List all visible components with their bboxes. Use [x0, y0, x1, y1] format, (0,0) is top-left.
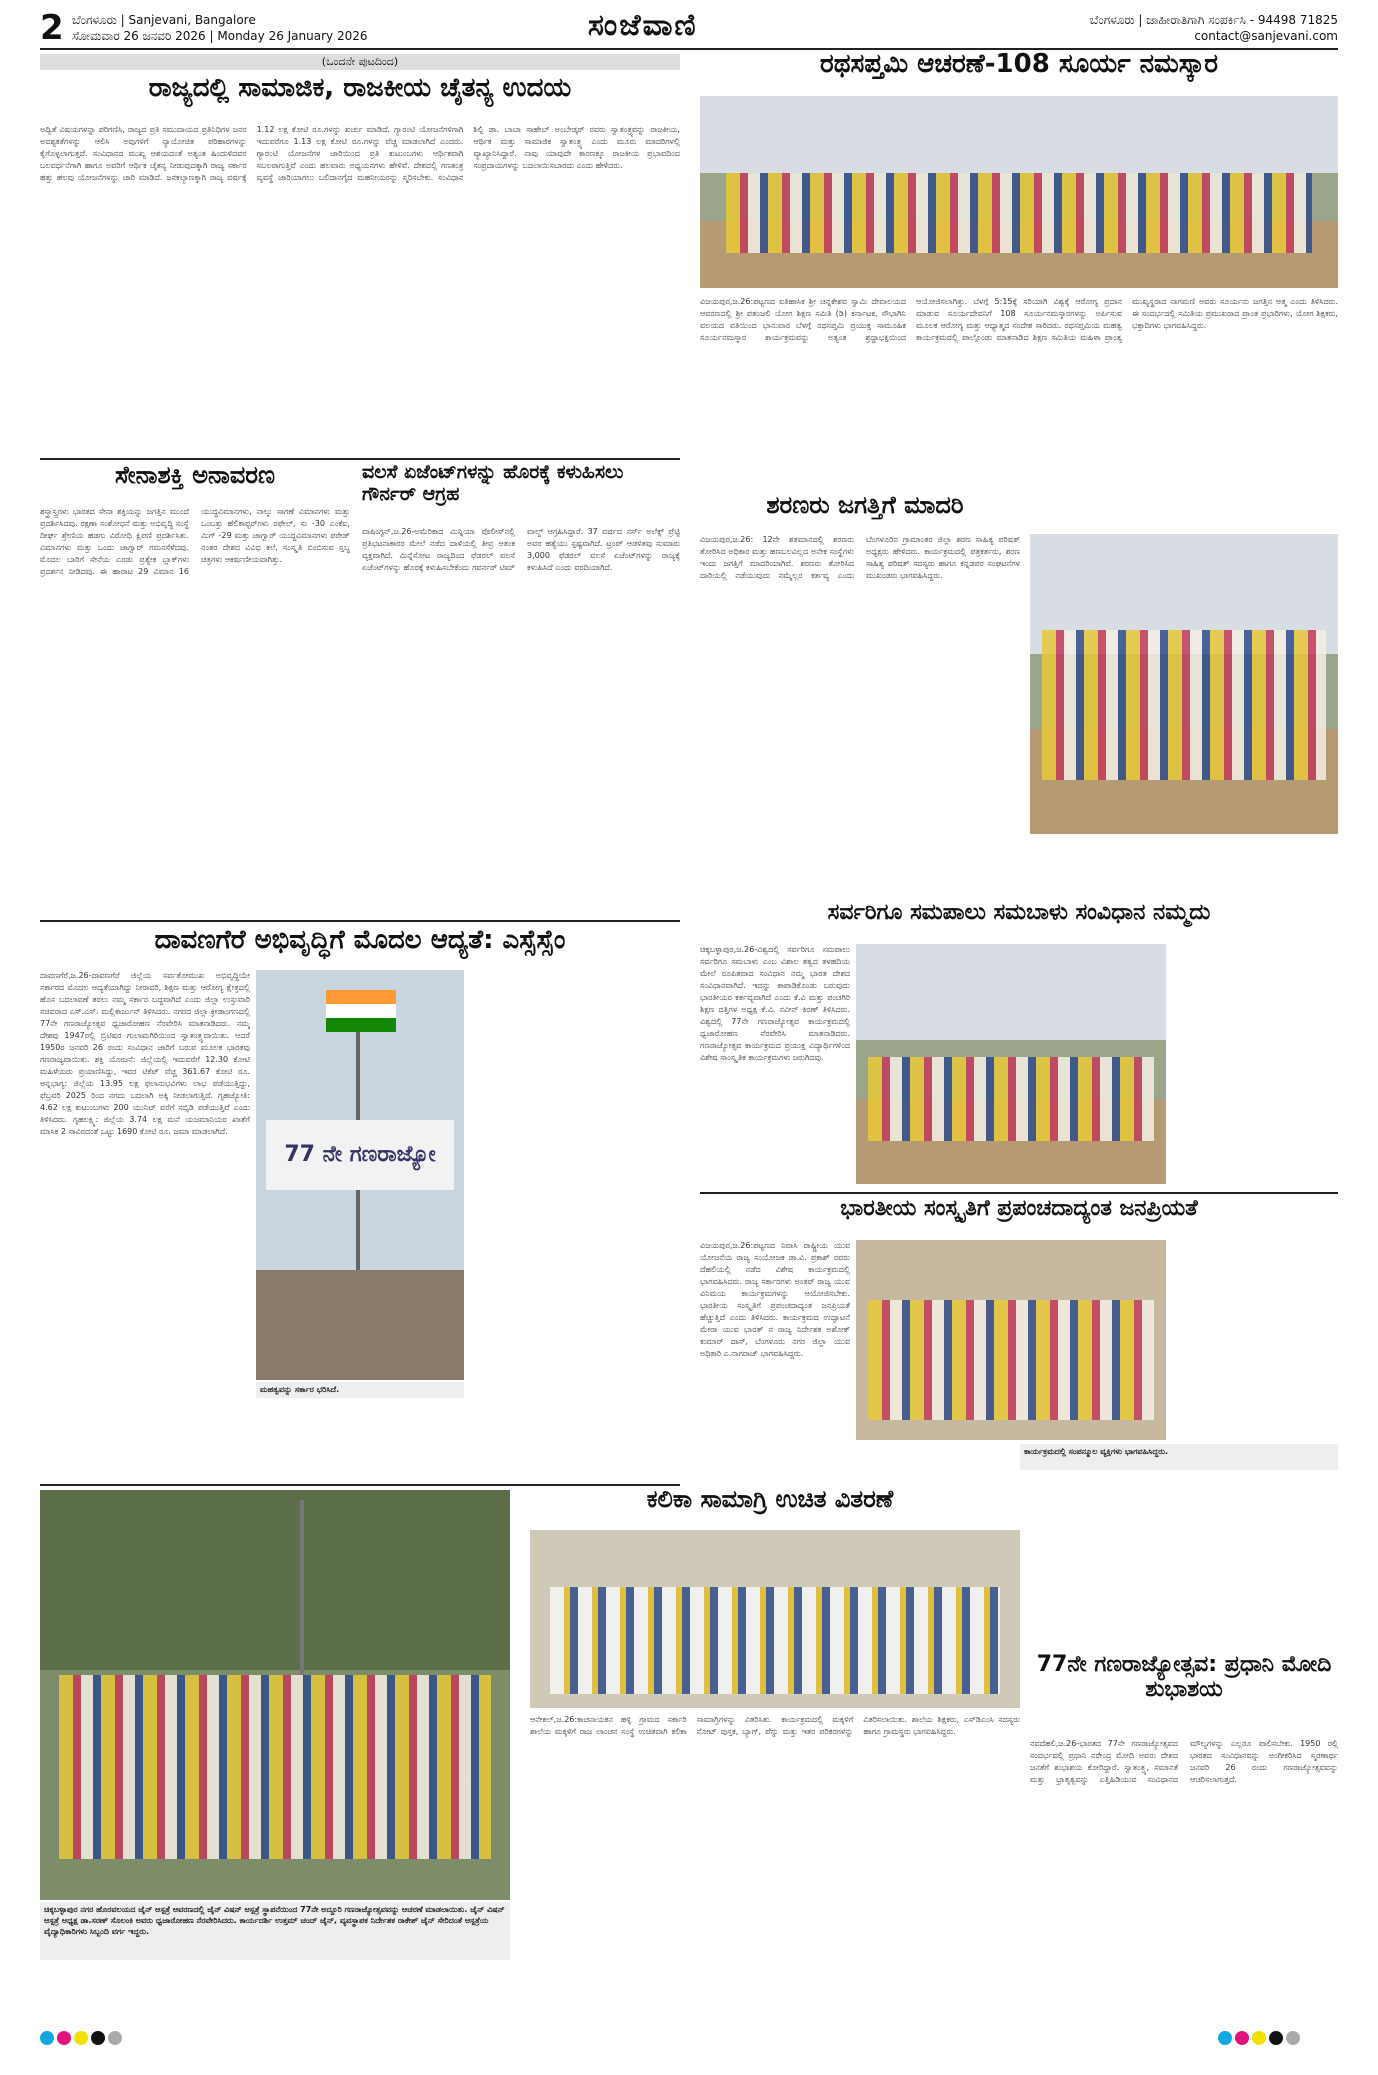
headline-a6: ದಾವಣಗೆರೆ ಅಭಿವೃದ್ಧಿಗೆ ಮೊದಲ ಆದ್ಯತೆ: ಎಸ್ಸೆಸ್ಸೆಂ: [154, 925, 566, 955]
bottom-photo-caption: ಚಿಕ್ಕಬಳ್ಳಾಪುರ ನಗರ ಹೊರವಲಯದ ಜೈನ್ ಆಸ್ಪತ್ರೆ ಆವರಣದಲ್ಲಿ ಜೈನ್ ವಿಷನ್ ಆಸ್ಪತ್ರೆ ಸ್ಥಾಪನೆಯಿಂದ 77ನೇ ಅದ್ದೂರಿ ಗಣರಾಜ್ಯೋತ್ಸವವನ್ನು ಆಚರಣೆ ಮಾಡಲಾಯಿತು. ಜೈನ್ ವಿಷನ್ ಆಸ್ಪತ್ರೆ ಅಧ್ಯಕ್ಷ ಡಾ.ಸರಣ್ ಸೊಲಂಕಿ ಅವರು ಧ್ವಜಾರೋಹಣ ನೆರವೇರಿಸಿದರು. ಕಾರ್ಯದರ್ಶಿ ಉತ್ತಮ್ ಚಂದ್ ಜೈನ್, ವ್ಯವಸ್ಥಾಪಕ ನಿರ್ದೇಶಕ ರಾಕೇಶ್ ಜೈನ್ ಸೇರಿದಂತೆ ಆಸ್ಪತ್ರೆಯ ವೈದ್ಯಾಧಿಕಾರಿಗಳು ಸಿಬ್ಬಂದಿ ವರ್ಗ ಇದ್ದರು.: [40, 1902, 510, 1960]
headline-a1: ರಾಜ್ಯದಲ್ಲಿ ಸಾಮಾಜಿಕ, ರಾಜಕೀಯ ಚೈತನ್ಯ ಉದಯ: [148, 73, 572, 103]
flag-white: [326, 1004, 396, 1018]
header-date-en: Monday 26 January 2026: [217, 29, 368, 43]
color-registration-right: [1218, 2030, 1348, 2050]
header-right-info: ಬೆಂಗಳೂರು | ಜಾಹೀರಾತಿಗಾಗಿ ಸಂಪರ್ಕಿಸಿ - 94498 71825 contact@sanjevani.com: [1089, 13, 1338, 43]
color-registration-left: [40, 2030, 170, 2050]
masthead-logo: ಸಂಜೆವಾಣಿ: [588, 8, 698, 43]
photo-hospital-celebration: [40, 1490, 510, 1900]
divider: [40, 458, 680, 460]
stage-area: [256, 1270, 464, 1380]
header-email[interactable]: contact@sanjevani.com: [1194, 29, 1338, 43]
article-a4-body: ವಾಷಿಂಗ್ಟನ್,ಜ.26-ಅಮೆರಿಕಾದ ಮಿನ್ನಿಯಾ ಪೊಲೀಸ್‌ನಲ್ಲಿ ಪ್ರತಿಭಟನಾಕಾರರ ಮೇಲೆ ನಡೆದ ದಾಳಿಯಲ್ಲಿ ತೀವ್ರ ಆತಂಕ ವ್ಯಕ್ತವಾಗಿದೆ. ಮಿನ್ನೆಸೋಟ ರಾಜ್ಯದಿಂದ ಫೆಡರಲ್ ವಲಸೆ ಏಜೆಂಟ್‌ಗಳನ್ನು ಹೊರಕ್ಕೆ ಕಳುಹಿಸಬೇಕೆಂದು ಗವರ್ನರ್ ಟಿಮ್ ವಾಲ್ಜ್ ಆಗ್ರಹಿಸಿದ್ದಾರೆ. 37 ವರ್ಷದ ನರ್ಸ್ ಅಲೆಕ್ಸ್ ಪ್ರೆಟ್ಟಿ ಅವರ ಹತ್ಯೆಯು ಸ್ಪಷ್ಟವಾಗಿದೆ. ಟ್ರಂಪ್ ಆಡಳಿತವು ಸುಮಾರು 3,000 ಫೆಡರಲ್ ವಲಸೆ ಏಜೆಂಟ್‌ಗಳನ್ನು ರಾಜ್ಯಕ್ಕೆ ಕಳುಹಿಸಿದೆ ಎಂದು ವರದಿಯಾಗಿದೆ.: [362, 527, 680, 572]
cyan-dot: [1218, 2031, 1232, 2045]
cyan-dot: [40, 2031, 54, 2045]
article-a7-body: ಚಿಕ್ಕಬಳ್ಳಾಪುರ,ಜ.26-ವಿಶ್ವದಲ್ಲಿ ಸರ್ವರಿಗೂ ಸಮಪಾಲು ಸರ್ವರಿಗೂ ಸಮಬಾಳು ಎಂಬ ವಿಶಾಲ ತತ್ವದ ತಳಹದಿಯ ಮೇಲೆ ರೂಪಿತವಾದ ಸಂವಿಧಾನ ನಮ್ಮ ಭಾರತ ದೇಶದ ಸಂವಿಧಾನವಾಗಿದೆ. ಇದನ್ನು ಕಾಪಾಡಿಕೊಂಡು ಬರುವುದು ಭಾರತೀಯರ ಕರ್ತವ್ಯವಾಗಿದೆ ಎಂದು ಕೆ.ವಿ ಮತ್ತು ಪಂಚಗಿರಿ ಶಿಕ್ಷಣ ದತ್ತಿಗಳ ಅಧ್ಯಕ್ಷ ಕೆ.ವಿ. ನವೀನ್ ಕಿರಣ್ ತಿಳಿಸಿದರು. ವಿಶ್ವದಲ್ಲಿ 77ನೇ ಗಣರಾಜ್ಯೋತ್ಸವ ಕಾರ್ಯಕ್ರಮದಲ್ಲಿ ಧ್ವಜಾರೋಹಣ ನೆರವೇರಿಸಿ ಮಾತನಾಡಿದರು. ಗಣರಾಜ್ಯೋತ್ಸವ ಕಾರ್ಯಕ್ರಮದ ಪ್ರಯುಕ್ತ ವಿದ್ಯಾರ್ಥಿಗಳಿಂದ ವಿಶೇಷ ಸಾಂಸ್ಕೃತಿಕ ಕಾರ್ಯಕ್ರಮಗಳು ಜರುಗಿದವು.: [700, 945, 850, 1062]
headline-a9: ಕಲಿಕಾ ಸಾಮಾಗ್ರಿ ಉಚಿತ ವಿತರಣೆ: [646, 1485, 894, 1513]
photo-culture-event: [856, 1240, 1166, 1440]
page-number: 2: [40, 8, 64, 48]
photo-culture-caption: ಕಾರ್ಯಕ್ರಮದಲ್ಲಿ ಸಂಪನ್ಮೂಲ ವ್ಯಕ್ತಿಗಳು ಭಾಗವಹಿಸಿದ್ದರು.: [1020, 1444, 1338, 1470]
photo-sharana-event: [1030, 534, 1338, 834]
headline-a7: ಸರ್ವರಿಗೂ ಸಮಪಾಲು ಸಮಬಾಳು ಸಂವಿಧಾನ ನಮ್ಮದು: [827, 900, 1211, 925]
photo-flag-caption: ಮಹತ್ವವನ್ನು ಸರ್ಕಾರ ಭರಿಸಿದೆ.: [256, 1382, 464, 1398]
flag-saffron: [326, 990, 396, 1004]
yellow-dot: [1252, 2031, 1266, 2045]
photo-school-event: [856, 944, 1166, 1184]
header-ad-contact: ಜಾಹೀರಾತಿಗಾಗಿ ಸಂಪರ್ಕಿಸಿ - 94498 71825: [1146, 13, 1338, 27]
magenta-dot: [1235, 2031, 1249, 2045]
headline-a2: ರಥಸಪ್ತಮಿ ಆಚರಣೆ-108 ಸೂರ್ಯ ನಮಸ್ಕಾರ: [819, 49, 1218, 79]
header-city-left: ಬೆಂಗಳೂರು: [72, 13, 117, 27]
headline-a8: ಭಾರತೀಯ ಸಂಸ್ಕೃತಿಗೆ ಪ್ರಪಂಚದಾದ್ಯಂತ ಜನಪ್ರಿಯತೆ: [840, 1196, 1198, 1221]
divider: [40, 920, 680, 922]
article-a9-body: ಆನೇಕಲ್,ಜ.26:ಕಾಚನಾಯಕನ ಹಳ್ಳಿ ಗ್ರಾಮದ ಸರ್ಕಾರಿ ಶಾಲೆಯ ಮಕ್ಕಳಿಗೆ ರಾಜ ಲಾಂಚನ ಸಂಸ್ಥೆ ಉಚಿತವಾಗಿ ಕಲಿಕಾ ಸಾಮಾಗ್ರಿಗಳನ್ನು ವಿತರಿಸಿತು. ಕಾರ್ಯಕ್ರಮದಲ್ಲಿ ಮಕ್ಕಳಿಗೆ ನೋಟ್ ಪುಸ್ತಕ, ಬ್ಯಾಗ್, ಪೆನ್ನು ಮತ್ತು ಇತರ ಪರಿಕರಗಳನ್ನು ವಿತರಿಸಲಾಯಿತು. ಶಾಲೆಯ ಶಿಕ್ಷಕರು, ಎಸ್‌ಡಿಎಂಸಿ ಸದಸ್ಯರು ಹಾಗೂ ಗ್ರಾಮಸ್ಥರು ಭಾಗವಹಿಸಿದ್ದರು.: [530, 1715, 1020, 1736]
headline-a10: 77ನೇ ಗಣರಾಜ್ಯೋತ್ಸವ: ಪ್ರಧಾನಿ ಮೋದಿ ಶುಭಾಶಯ: [1036, 1652, 1332, 1703]
black-dot: [91, 2031, 105, 2045]
article-a8-body-right: [1172, 1240, 1338, 1440]
magenta-dot: [57, 2031, 71, 2045]
header-edition: Sanjevani, Bangalore: [128, 13, 256, 27]
header-city-right: ಬೆಂಗಳೂರು: [1089, 13, 1135, 27]
headline-a5: ಶರಣರು ಜಗತ್ತಿಗೆ ಮಾದರಿ: [766, 491, 964, 519]
article-a1-body: ಅದ್ವಿತೆ ವಿಷಯಗಳನ್ನಾ ಪರಿಗಣಿಸಿ, ರಾಜ್ಯದ ಪ್ರತಿ ಸಮುದಾಯದ ಪ್ರತಿನಿಧಿಗಳ ಜನರ ಅವಶ್ಯಕತೆಗಳನ್ನು ಆಲಿಸಿ ಅವುಗಳಿಗೆ ನ್ಯಾಯೋಚಿತ ಪರಿಹಾರಗಳನ್ನು ಕೈಗೊಳ್ಳಲಾಗುತ್ತದೆ. ಸಂವಿಧಾನದ ಮುಖ್ಯ ಆಶಯದಂತೆ ಅತ್ಯಂತ ಹಿಂದುಳಿದವರ ಬಲವರ್ಧನೆಗಾಗಿ ಹಾಗೂ ಅವರಿಗೆ ಆರ್ಥಿಕ ಚೈತನ್ಯ ನೀಡುವುದಕ್ಕಾಗಿ ರಾಜ್ಯ ಸರ್ಕಾರ ಹತ್ತು ಹಲವು ಯೋಜನೆಗಳನ್ನು ಜಾರಿ ಮಾಡಿದೆ. ಜನಕಲ್ಯಾಣಕ್ಕಾಗಿ ರಾಜ್ಯ ವರ್ಷಕ್ಕೆ 1.12 ಲಕ್ಷ ಕೋಟಿ ರೂ.ಗಳನ್ನು ಖರ್ಚು ಮಾಡಿದೆ. ಗ್ಯಾರಂಟಿ ಯೋಜನೆಗಳಿಗಾಗಿ ಇದುವರೆಗೂ 1.13 ಲಕ್ಷ ಕೋಟಿ ರೂ.ಗಳನ್ನು ವೆಚ್ಚ ಮಾಡಲಾಗಿದೆ ಎಂದರು. ಗ್ಯಾರಂಟಿ ಯೋಜನೆಗಳ ಜಾರಿಯಿಂದ ಪ್ರತಿ ಕುಟುಂಬಗಳು ಆರ್ಥಿಕವಾಗಿ ಸಬಲರಾಗುತ್ತಿವೆ ಎಂದು ಹಲವಾರು ಅಧ್ಯಯನಗಳು ಹೇಳಿವೆ. ದೇಶದಲ್ಲಿ ಗಣತಂತ್ರ ವ್ಯವಸ್ಥೆ ಜಾರಿಯಾಗಲು ಬಲಿದಾನಗೈದ ಮಹನೀಯರನ್ನು ಸ್ಮರಿಸಬೇಕು. ಸಂವಿಧಾನ ಶಿಲ್ಪಿ ಡಾ. ಬಾಬಾ ಸಾಹೇಬ್ ಅಂಬೇಡ್ಕರ್ ರವರು ಸ್ವಾತಂತ್ರ್ಯವನ್ನು ರಾಜಕೀಯ, ಆರ್ಥಿಕ ಮತ್ತು ಸಾಮಾಜಿಕ ಸ್ವಾತಂತ್ರ್ಯ ಎಂದು ಮೂರು ಮಾದರಿಗಳಲ್ಲಿ ವ್ಯಾಖ್ಯಾನಿಸಿದ್ದಾರೆ. ನಾವು ಯಾವುದೇ ಕಾರಣಕ್ಕೂ ರಾಜಕೀಯ ಪ್ರಭಾವದಿಂದ ಸಂಪ್ರದಾಯಗಳನ್ನು ಬದಲಾಯಿಸಬಾರದು ಎಂದು ಹೇಳಿದರು.: [40, 125, 680, 182]
gray-dot: [1286, 2031, 1300, 2045]
header-date-kn: ಸೋಮವಾರ 26 ಜನವರಿ 2026: [72, 29, 206, 43]
page-header: [40, 8, 1338, 50]
divider: [700, 1192, 1338, 1194]
article-a2-body: ವಿಜಯಪುರ,ಜ.26:ಪಟ್ಟಣದ ಐತಿಹಾಸಿಕ ಶ್ರೀ ಚನ್ನಕೇಶವ ಸ್ವಾಮಿ ದೇವಾಲಯದ ಆವರಣದಲ್ಲಿ ಶ್ರೀ ಪತಂಜಲಿ ಯೋಗ ಶಿಕ್ಷಣ ಸಮಿತಿ (ಡಿ) ಕರ್ನಾಟಕ, ಸೌಭಾಗಿನಿ ವಲಯದ ವತಿಯಿಂದ ಭಾನುವಾರ ಬೆಳಗ್ಗೆ ರಥಸಪ್ತಮಿ ಪ್ರಯುಕ್ತ ಸಾಮೂಹಿಕ ಸೂರ್ಯನಮಸ್ಕಾರ ಕಾರ್ಯಕ್ರಮವನ್ನು ಅತ್ಯಂತ ಶ್ರದ್ಧಾಭಕ್ತಿಯಿಂದ ಆಯೋಜಿಸಲಾಗಿತ್ತು. ಬೆಳಗ್ಗೆ 5:15ಕ್ಕೆ ಸರಿಯಾಗಿ ವಿಶ್ವಕ್ಕೆ ಆರೋಗ್ಯ ಪ್ರದಾನ ಮಾಡುವ ಸೂರ್ಯದೇವನಿಗೆ 108 ಸೂರ್ಯನಮಸ್ಕಾರಗಳನ್ನು ಅರ್ಪಿಸುವ ಮೂಲಕ ಆರೋಗ್ಯ ಮತ್ತು ಆಧ್ಯಾತ್ಮದ ಸಂದೇಶ ಸಾರಿದರು. ರಥಸಪ್ತಮಿಯ ಮಹತ್ವ ಕಾರ್ಯಕ್ರಮದಲ್ಲಿ ಪಾಲ್ಗೊಂಡು ಮಾತನಾಡಿದ ಶಿಕ್ಷಣ ಸಮಿತಿಯ ಮಹಿಳಾ ಪ್ರಾಂತ್ಯ ಮುಖ್ಯಸ್ಥರಾದ ನಾಗಮಣಿ ಅವರು ಸೂರ್ಯನು ಜಗತ್ತಿನ ಆತ್ಮ ಎಂದು ತಿಳಿಸಿದರು. ಈ ಸಂದರ್ಭದಲ್ಲಿ ಸಮಿತಿಯ ಪ್ರಮುಖರಾದ ಪ್ರಾಂತ ಪ್ರಭಾರಿಗಳು, ಯೋಗ ಶಿಕ್ಷಕರು, ಭಕ್ತಾದಿಗಳು ಭಾಗವಹಿಸಿದ್ದರು.: [700, 297, 1338, 342]
article-a3-body: ಶಸ್ತ್ರಾಸ್ತ್ರಗಳು ಭಾರತದ ಸೇನಾ ಶಕ್ತಿಯನ್ನು ಜಗತ್ತಿನ ಮುಂದೆ ಪ್ರದರ್ಶಿಸಿದವು. ರಕ್ಷಣಾ ಸಂಶೋಧನೆ ಮತ್ತು ಅಭಿವೃದ್ಧಿ ಸಂಸ್ಥೆ ದೀರ್ಘ ಶ್ರೇಣಿಯ ಹಡಗು ವಿರೋಧಿ ಕ್ಷಿಪಣಿ ಪ್ರದರ್ಶಿಸಿತು. ವಿಮಾನಗಳು ಮತ್ತು ಒಂದು ಜಾಗ್ವಾರ್ ಗಮನಸೆಳೆದವು. ಮೊದಲ ಬಾರಿಗೆ ಸೇನೆಯ ಎರಡು ಪ್ರತ್ಯೇಕ ಬ್ಲಾಕ್‌ಗಳು ಪ್ರದರ್ಶನ ನೀಡಿದವು. ಈ ಹಾರಾಟ 29 ವಿಮಾನ 16 ಯುದ್ಧವಿಮಾನಗಳು, ನಾಲ್ಕು ಸಾಗಣೆ ವಿಮಾನಗಳು ಮತ್ತು ಒಂಬತ್ತು ಹೆಲಿಕಾಪ್ಟರ್‌ಗಳು ರಫೇಲ್, ಸು -30 ಎಂಕೆಐ, ಮಿಗ್ -29 ಮತ್ತು ಜಾಗ್ವಾರ್ ಯುದ್ಧವಿಮಾನಗಳು ಪರೇಡ್ ನಂತರ ದೇಶದ ವಿವಿಧ ಕಲೆ, ಸಂಸ್ಕೃತಿ ಬಿಂಬಿಸುವ ಸ್ತಬ್ಧ ಚಿತ್ರಗಳು ಆಕರ್ಷಣೀಯವಾಗಿತ್ತು.: [40, 507, 350, 576]
article-a5-caption: [700, 836, 1338, 896]
headline-a4: ವಲಸೆ ಏಜೆಂಟ್‌ಗಳನ್ನು ಹೊರಕ್ಕೆ ಕಳುಹಿಸಲು ಗೌರ್ನರ್ ಆಗ್ರಹ: [362, 461, 624, 505]
black-dot: [1269, 2031, 1283, 2045]
photo-school-kids: [530, 1530, 1020, 1708]
article-a5-body: ವಿಜಯಪುರ,ಜ.26: 12ನೇ ಶತಮಾನದಲ್ಲಿ ಶರಣರು ತೋರಿಸಿದ ಅಧಿಕಾರ ಮತ್ತು ಹಣಬಲವಿಲ್ಲದ ಅನೇಕ ಸಂಸ್ಥೆಗಳು ಇಂದು ಜಗತ್ತಿಗೆ ಮಾದರಿಯಾಗಿವೆ. ಶರಣರು ತೋರಿಸಿದ ದಾರಿಯಲ್ಲಿ ನಡೆಯುವುದು ನಮ್ಮೆಲ್ಲರ ಕರ್ತವ್ಯ ಎಂದು ಬೆಂಗಳೂರಿನ ಗ್ರಾಮಾಂತರ ಜಿಲ್ಲಾ ಶರಣ ಸಾಹಿತ್ಯ ಪರಿಷತ್ ಅಧ್ಯಕ್ಷರು ಹೇಳಿದರು. ಕಾರ್ಯಕ್ರಮದಲ್ಲಿ ಪತ್ರಕರ್ತರು, ಶರಣ ಸಾಹಿತ್ಯ ಪರಿಷತ್ ಸದಸ್ಯರು ಹಾಗೂ ಕನ್ನಡಪರ ಸಂಘಟನೆಗಳ ಮುಖಂಡರು ಭಾಗವಹಿಸಿದ್ದರು.: [700, 535, 1020, 580]
article-a8-continued: [1030, 1480, 1338, 1646]
article-a6-body-left: ದಾವಣಗೆರೆ,ಜ.26-ದಾವಣಗೆರೆ ಜಿಲ್ಲೆಯ ಸರ್ವತೋಮುಖ ಅಭಿವೃದ್ಧಿಯೇ ಸರ್ಕಾರದ ಮೊದಲ ಆದ್ಯತೆಯಾಗಿದ್ದು ನೀರಾವರಿ, ಶಿಕ್ಷಣ ಮತ್ತು ಆರೋಗ್ಯ ಕ್ಷೇತ್ರದಲ್ಲಿ ಹೊಸ ಬದಲಾವಣೆ ತರಲು ನಮ್ಮ ಸರ್ಕಾರ ಬದ್ಧವಾಗಿದೆ ಎಂದು ಜಿಲ್ಲಾ ಉಸ್ತುವಾರಿ ಸಚಿವರಾದ ಎಸ್.ಎಸ್. ಮಲ್ಲಿಕಾರ್ಜುನ್ ತಿಳಿಸಿದರು. ನಗರದ ಜಿಲ್ಲಾ ಕ್ರೀಡಾಂಗಣದಲ್ಲಿ 77ನೇ ಗಣರಾಜ್ಯೋತ್ಸವ ಧ್ವಜಾರೋಹಣ ನೆರವೇರಿಸಿ ಮಾತನಾಡಿದರು. ನಮ್ಮ ದೇಶವು 1947ರಲ್ಲಿ ಬ್ರಿಟಿಷರ ಗುಲಾಮಗಿರಿಯಿಂದ ಸ್ವಾತಂತ್ರ್ಯವಾಯಿತು. ಆದರೆ 1950ರ ಜನವರಿ 26 ರಂದು ಸಂವಿಧಾನ ಜಾರಿಗೆ ಬರುವ ಮೂಲಕ ಭಾರತವು ಗಣರಾಜ್ಯವಾಯಿತು. ಶಕ್ತಿ ಯೋಜನೆ: ಜಿಲ್ಲೆಯಲ್ಲಿ ಇದುವರೆಗೆ 12.30 ಕೋಟಿ ಮಹಿಳೆಯರು ಪ್ರಯಾಣಿಸಿದ್ದು, ಇವರ ಟಿಕೆಟ್ ವೆಚ್ಚ 361.67 ಕೋಟಿ ರೂ. ಅನ್ನಭಾಗ್ಯ: ಜಿಲ್ಲೆಯ 13.95 ಲಕ್ಷ ಫಲಾನುಭವಿಗಳು ಲಾಭ ಪಡೆಯುತ್ತಿದ್ದು, ಫೆಬ್ರವರಿ 2025 ರಿಂದ ನಗದು ಬದಲಾಗಿ ಅಕ್ಕಿ ನೀಡಲಾಗುತ್ತಿದೆ. ಗೃಹಜ್ಯೋತಿ: 4.62 ಲಕ್ಷ ಕುಟುಂಬಗಳು 200 ಯುನಿಟ್ ವರೆಗೆ ಸಬ್ಸಿಡಿ ಪಡೆಯುತ್ತಿವೆ ಎಂದು ತಿಳಿಸಿದರು. ಗೃಹಲಕ್ಷ್ಮಿ: ಜಿಲ್ಲೆಯ 3.74 ಲಕ್ಷ ಮನೆ ಯಜಮಾನಿಯರ ಖಾತೆಗೆ ಮಾಸಿಕ 2 ಸಾವಿರದಂತೆ ಒಟ್ಟು 1690 ಕೋಟಿ ರೂ. ಜಮಾ ಮಾಡಲಾಗಿದೆ.: [40, 971, 250, 1136]
article-a7-body-right: [1172, 944, 1338, 1184]
article-a6-body-right: [470, 970, 680, 1480]
photo-surya-namaskar: [700, 96, 1338, 288]
continued-label: (ಒಂದನೇ ಪುಟದಿಂದ): [40, 54, 680, 70]
article-a8-body: ವಿಜಯಪುರ,ಜ.26:ಪಟ್ಟಣದ ನಿವಾಸಿ ರಾಷ್ಟ್ರೀಯ ಯುವ ಯೋಜನೆಯ ರಾಜ್ಯ ಸಂಯೋಜಕ ಡಾ.ವಿ. ಪ್ರಕಾಶ್ ರವರು ದೆಹಲಿಯಲ್ಲಿ ನಡೆದ ವಿಶೇಷ ಕಾರ್ಯಕ್ರಮದಲ್ಲಿ ಭಾಗವಹಿಸಿದರು. ರಾಜ್ಯ ಸರ್ಕಾರಗಳು ಅಂತರ್ ರಾಜ್ಯ ಯುವ ವಿನಿಮಯ ಕಾರ್ಯಕ್ರಮಗಳನ್ನು ಆಯೋಜಿಸಬೇಕು. ಭಾರತೀಯ ಸಂಸ್ಕೃತಿಗೆ ಪ್ರಪಂಚದಾದ್ಯಂತ ಜನಪ್ರಿಯತೆ ಹೆಚ್ಚುತ್ತಿದೆ ಎಂದು ತಿಳಿಸಿದರು. ಕಾರ್ಯಕ್ರಮದ ಉದ್ಘಾಟನೆ ಮೇರಾ ಯುವ ಭಾರತ್ ನ ರಾಜ್ಯ ನಿರ್ದೇಶಕ ಅಶೋಕ್ ಕುಮಾರ್ ದಾಸ್, ಬೆಂಗಳೂರು ನಗರ ಜಿಲ್ಲಾ ಯುವ ಅಧಿಕಾರಿ ಎ.ನಾಗರಾಜ್ ಭಾಗವಹಿಸಿದ್ದರು.: [700, 1241, 850, 1358]
gray-dot: [108, 2031, 122, 2045]
article-a10-body: ನವದೆಹಲಿ,ಜ.26-ಭಾರತದ 77ನೇ ಗಣರಾಜ್ಯೋತ್ಸವದ ಸಂದರ್ಭದಲ್ಲಿ ಪ್ರಧಾನಿ ನರೇಂದ್ರ ಮೋದಿ ಅವರು ದೇಶದ ಜನತೆಗೆ ಶುಭಾಶಯ ಕೋರಿದ್ದಾರೆ. ಸ್ವಾತಂತ್ರ್ಯ, ಸಮಾನತೆ ಮತ್ತು ಭ್ರಾತೃತ್ವವನ್ನು ಎತ್ತಿಹಿಡಿಯುವ ಸಂವಿಧಾನದ ಮೌಲ್ಯಗಳನ್ನು ಎಲ್ಲರೂ ಪಾಲಿಸಬೇಕು. 1950 ರಲ್ಲಿ ಭಾರತದ ಸಂವಿಧಾನವನ್ನು ಅಂಗೀಕರಿಸಿದ ಸ್ಮರಣಾರ್ಥ ಜನವರಿ 26 ರಂದು ಗಣರಾಜ್ಯೋತ್ಸವವನ್ನು ಆಚರಿಸಲಾಗುತ್ತದೆ.: [1030, 1739, 1338, 1784]
headline-a3: ಸೇನಾಶಕ್ತಿ ಅನಾವರಣ: [115, 461, 275, 489]
trees: [40, 1490, 510, 1670]
yellow-dot: [74, 2031, 88, 2045]
flag-green: [326, 1018, 396, 1032]
republic-day-banner: 77 ನೇ ಗಣರಾಜ್ಯೋ: [266, 1120, 454, 1190]
header-left-info: ಬೆಂಗಳೂರು | Sanjevani, Bangalore ಸೋಮವಾರ 26 ಜನವರಿ 2026 | Monday 26 January 2026: [72, 13, 368, 43]
photo-flag-hoisting: [256, 970, 464, 1380]
